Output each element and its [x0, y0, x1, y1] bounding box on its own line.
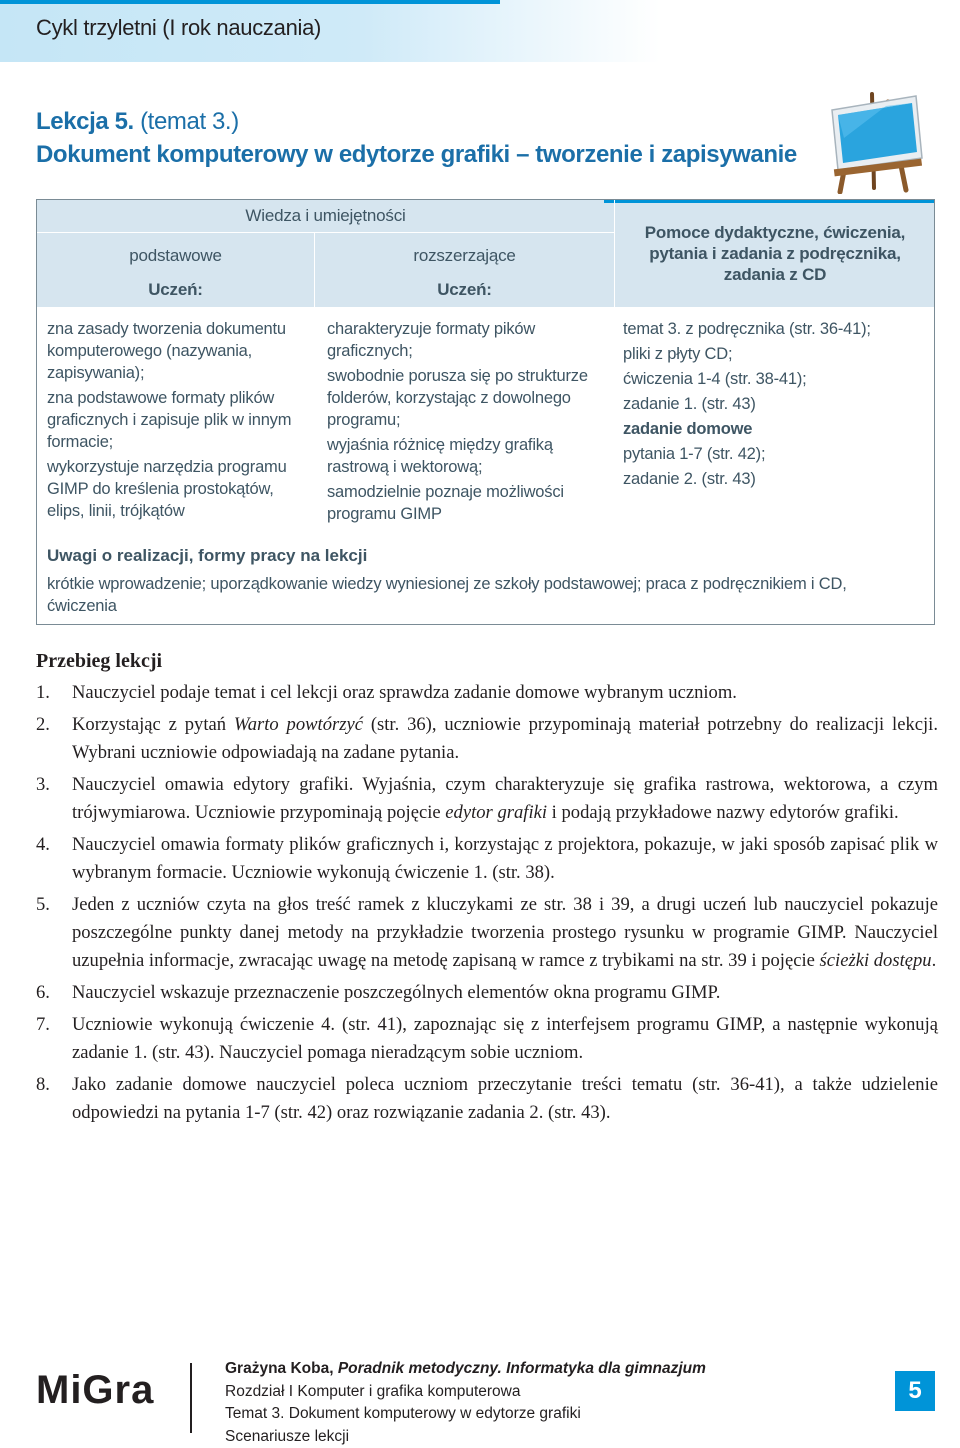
header-divider	[37, 232, 614, 233]
student-label: Uczeń:	[37, 280, 314, 300]
homework-label: zadanie domowe	[623, 418, 923, 440]
lesson-step	[36, 831, 938, 887]
step-emphasis: Warto powtórzyć	[234, 714, 363, 735]
lesson-plan-steps	[36, 679, 938, 1131]
step-emphasis: edytor grafiki	[445, 802, 547, 823]
footer-info	[225, 1358, 706, 1448]
book-title: Poradnik metodyczny. Informatyka dla gimnazjum	[338, 1360, 706, 1377]
step-number: 8.	[36, 1071, 50, 1099]
step-text: Jeden z uczniów czyta na głos treść ramek z kluczykami ze str. 38 i 39, a drugi uczeń lub nauczyciel pokazuje poszczególne punkty danej metody na przykładzie tworzenia prostego rysunku w programie GIMP. Nauczyciel uzupełnia informacje, zwracając uwagę na metodę zapisaną w ramce z trybikami na str. 39 i pojęcie	[72, 894, 938, 971]
list-item: pytania 1-7 (str. 42);	[623, 443, 923, 465]
lesson-title: Dokument komputerowy w edytorze grafiki – tworzenie i zapisywanie	[36, 141, 797, 169]
basic-header: podstawowe	[37, 246, 314, 266]
book-credit	[225, 1358, 706, 1381]
notes-header: Uwagi o realizacji, formy pracy na lekcji	[47, 546, 367, 566]
banner-accent-line	[0, 0, 500, 4]
list-item: zna zasady tworzenia dokumentu komputerowego (nazywania, zapisywania);	[47, 318, 307, 384]
lesson-step	[36, 1071, 938, 1127]
section-name: Scenariusze lekcji	[225, 1426, 706, 1448]
lesson-label: Lekcja 5.	[36, 108, 134, 135]
page-number: 5	[895, 1371, 935, 1411]
list-item: temat 3. z podręcznika (str. 36-41);	[623, 318, 923, 340]
step-number: 3.	[36, 771, 50, 799]
step-text: Nauczyciel wskazuje przeznaczenie poszczególnych elementów okna programu GIMP.	[72, 982, 720, 1003]
aids-header: Pomoce dydaktyczne, ćwiczenia, pytania i zadania z podręcznika, zadania z CD	[627, 222, 923, 285]
list-item: swobodnie porusza się po strukturze folderów, korzystając z dowolnego programu;	[327, 365, 607, 431]
header-divider	[614, 200, 615, 307]
list-item: zadanie 2. (str. 43)	[623, 468, 923, 490]
lesson-step	[36, 979, 938, 1007]
page-footer	[0, 1355, 960, 1442]
lesson-plan-heading: Przebieg lekcji	[36, 650, 162, 673]
chapter-name: Rozdział I Komputer i grafika komputerowa	[225, 1381, 706, 1404]
step-number: 4.	[36, 831, 50, 859]
lesson-step	[36, 1011, 938, 1067]
list-item: wykorzystuje narzędzia programu GIMP do kreślenia prostokątów, elips, linii, trójkątów	[47, 456, 307, 522]
knowledge-header: Wiedza i umiejętności	[37, 206, 614, 226]
student-label: Uczeń:	[315, 280, 614, 300]
step-text: (str. 36), uczniowie przypominają materiał potrzebny do realizacji lekcji. Wybrani uczniowie odpowiadają na zadane pytania.	[72, 714, 938, 763]
step-text: Uczniowie wykonują ćwiczenie 4. (str. 41), zapoznając się z interfejsem programu GIMP, a następnie wykonują zadanie 1. (str. 43). Nauczyciel pomaga nieradzącym sobie uczniom.	[72, 1014, 938, 1063]
step-text: Nauczyciel omawia edytory grafiki. Wyjaśnia, czym charakteryzuje się grafika rastrowa, wektorowa, a czym trójwymiarowa. Uczniowie przypominają pojęcie	[72, 774, 938, 823]
step-text: Jako zadanie domowe nauczyciel poleca uczniom przeczytanie treści tematu (str. 36-41), a także udzielenie odpowiedzi na pytania 1-7 (str. 42) oraz rozwiązanie zadania 2. (str. 43).	[72, 1074, 938, 1123]
lesson-step	[36, 711, 938, 767]
list-item: samodzielnie poznaje możliwości programu GIMP	[327, 481, 607, 525]
footer-divider	[190, 1363, 192, 1433]
lesson-requirements-table	[36, 199, 935, 625]
publisher-logo: MiGra	[36, 1368, 154, 1413]
basic-skills-list	[47, 318, 307, 525]
list-item: wyjaśnia różnicę między grafiką rastrową i wektorową;	[327, 434, 607, 478]
top-banner	[0, 0, 960, 62]
step-number: 2.	[36, 711, 50, 739]
step-text: .	[932, 950, 937, 971]
lesson-topic-ref: (temat 3.)	[140, 108, 239, 135]
lesson-step	[36, 771, 938, 827]
lesson-step	[36, 891, 938, 975]
banner-title: Cykl trzyletni (I rok nauczania)	[36, 15, 321, 41]
author-name: Grażyna Koba,	[225, 1360, 334, 1377]
extended-skills-list	[327, 318, 607, 528]
step-number: 1.	[36, 679, 50, 707]
aids-list	[623, 318, 923, 493]
list-item: zadanie 1. (str. 43)	[623, 393, 923, 415]
step-number: 5.	[36, 891, 50, 919]
list-item: pliki z płyty CD;	[623, 343, 923, 365]
lesson-number	[36, 108, 239, 136]
list-item: charakteryzuje formaty pików graficznych;	[327, 318, 607, 362]
step-number: 6.	[36, 979, 50, 1007]
notes-text: krótkie wprowadzenie; uporządkowanie wiedzy wyniesionej ze szkoły podstawowej; praca z podręcznikiem i CD, ćwiczenia	[47, 573, 917, 617]
step-emphasis: ścieżki dostępu	[820, 950, 932, 971]
easel-icon	[826, 88, 926, 194]
list-item: ćwiczenia 1-4 (str. 38-41);	[623, 368, 923, 390]
step-text: Nauczyciel omawia formaty plików graficznych i, korzystając z projektora, pokazuje, w jaki sposób zapisać plik w wybranym formacie. Uczniowie wykonują ćwiczenie 1. (str. 38).	[72, 834, 938, 883]
extended-header: rozszerzające	[315, 246, 614, 266]
table-accent-line	[604, 200, 934, 203]
step-text: i podają przykładowe nazwy edytorów grafiki.	[547, 802, 899, 823]
step-number: 7.	[36, 1011, 50, 1039]
topic-name: Temat 3. Dokument komputerowy w edytorze grafiki	[225, 1403, 706, 1426]
step-text: Nauczyciel podaje temat i cel lekcji oraz sprawdza zadanie domowe wybranym uczniom.	[72, 682, 737, 703]
list-item: zna podstawowe formaty plików graficznych i zapisuje plik w innym formacie;	[47, 387, 307, 453]
step-text: Korzystając z pytań	[72, 714, 234, 735]
lesson-step	[36, 679, 938, 707]
